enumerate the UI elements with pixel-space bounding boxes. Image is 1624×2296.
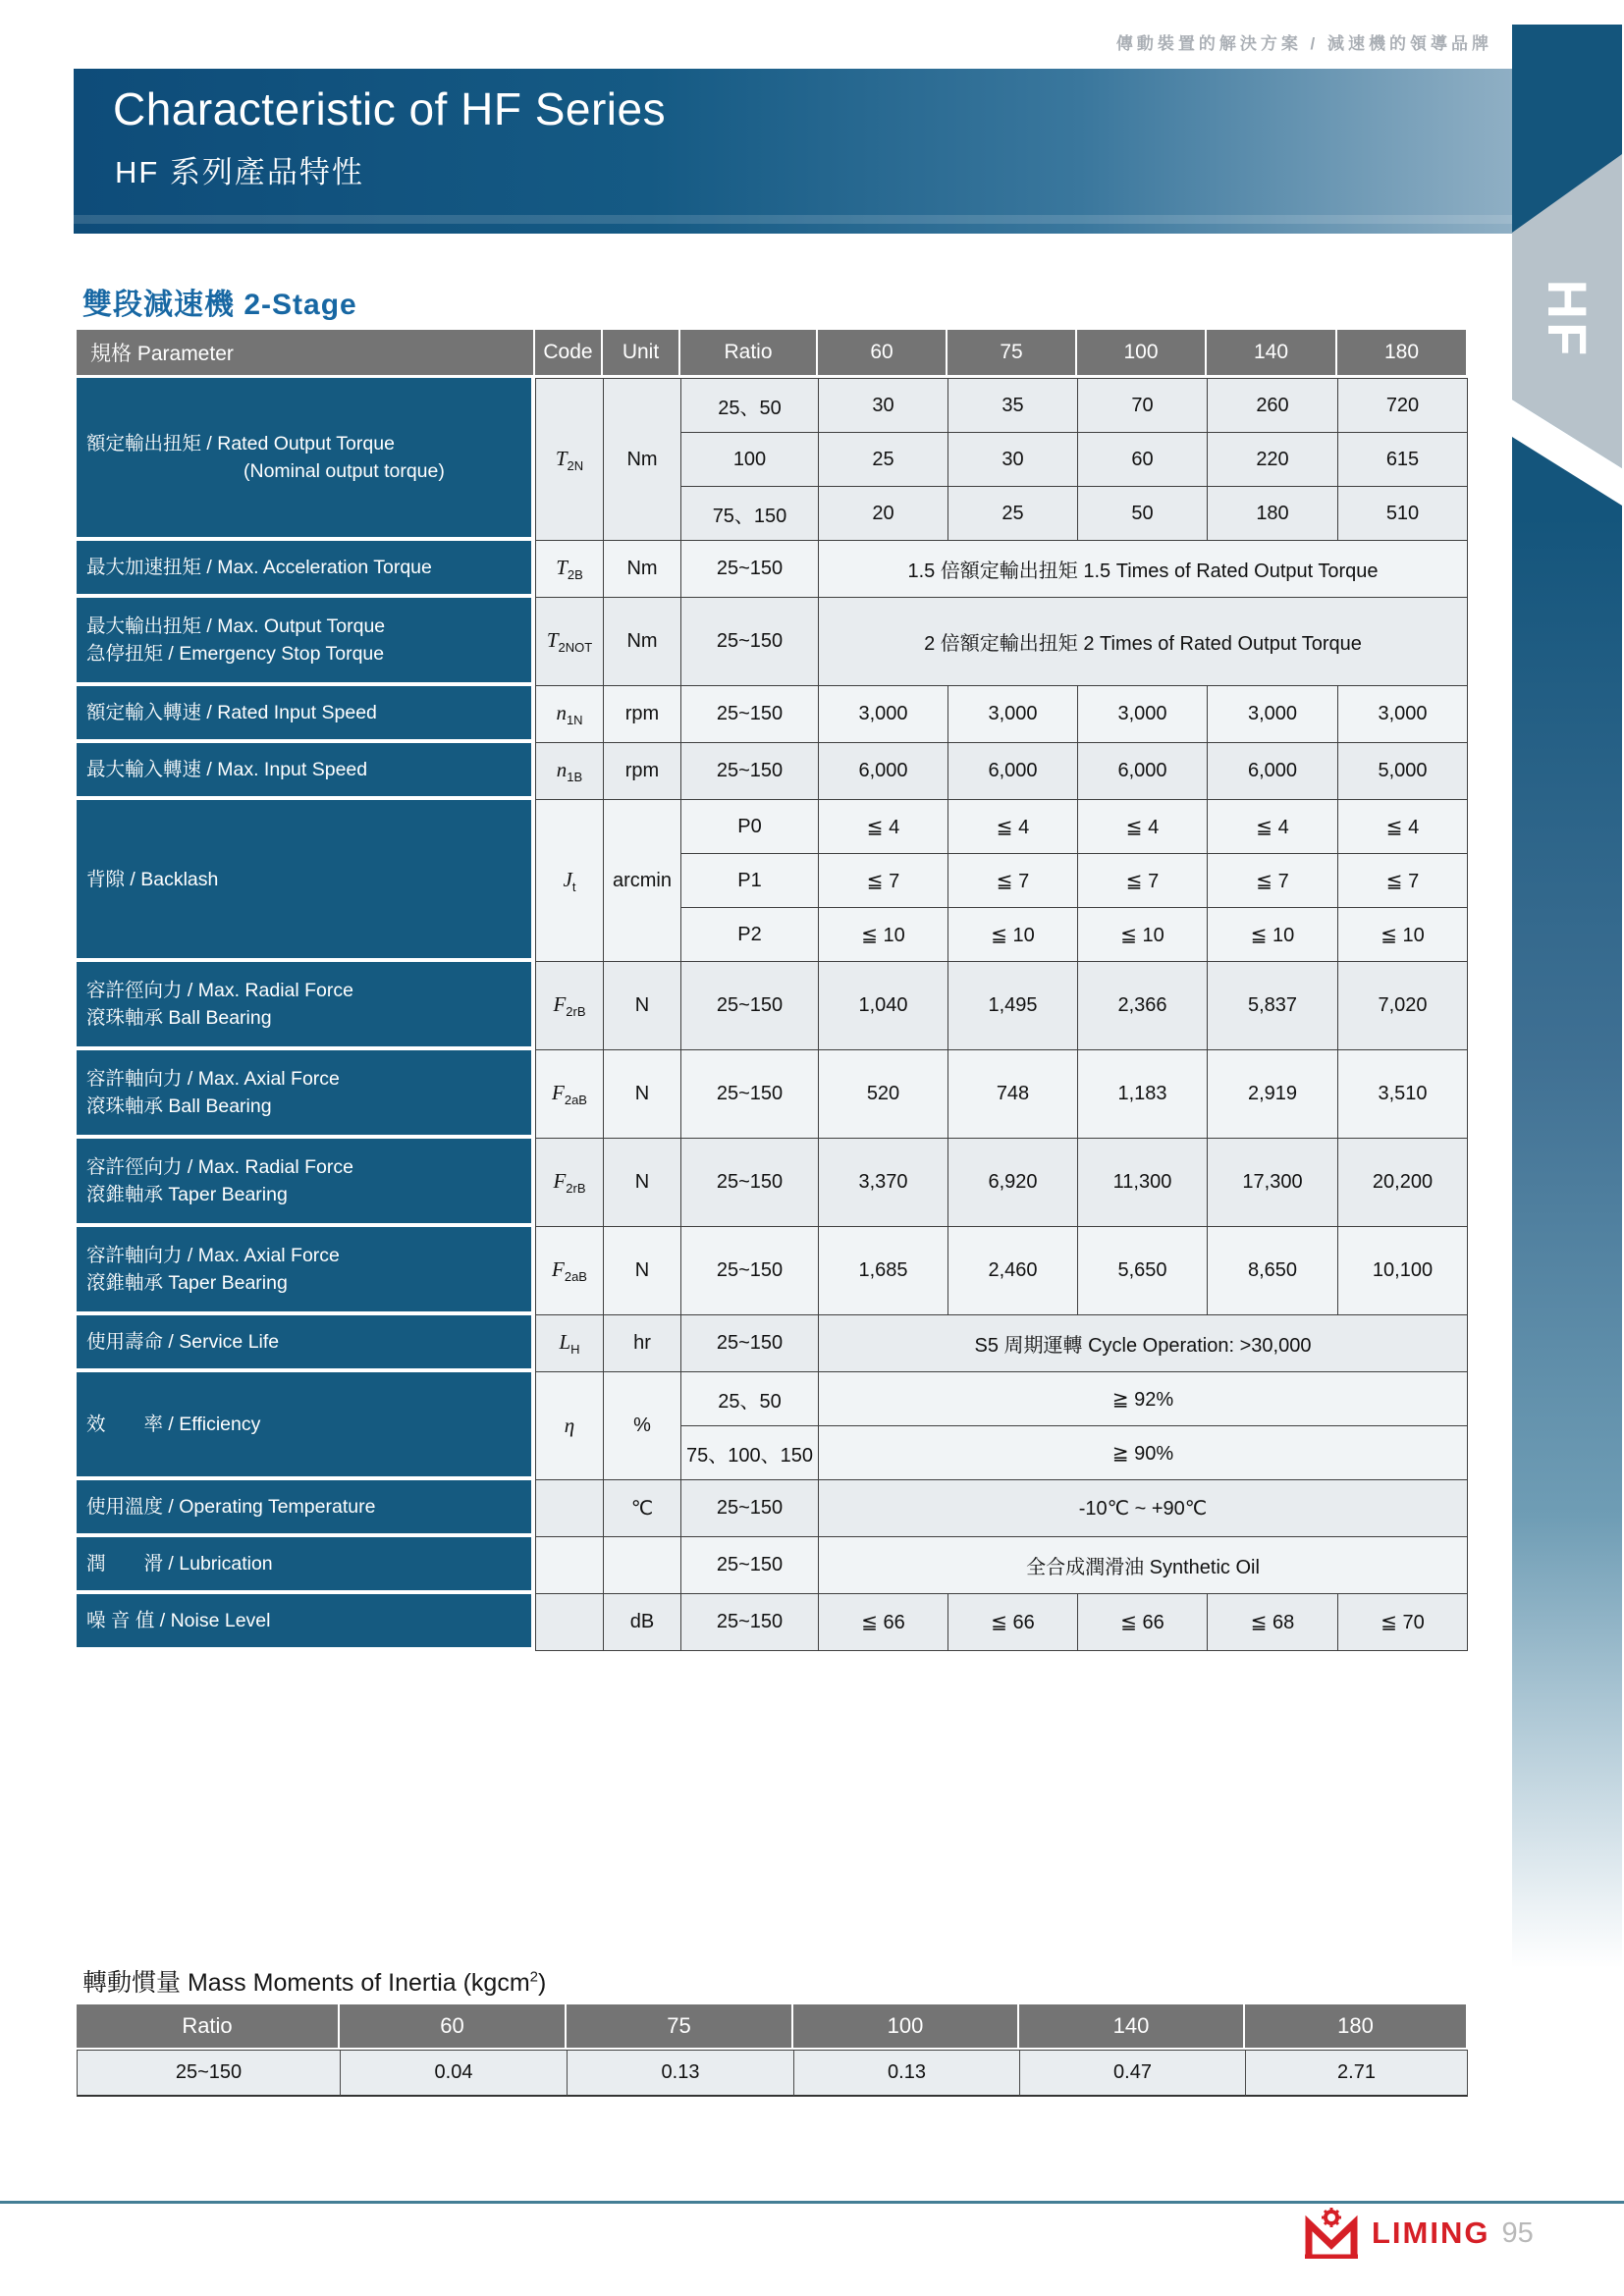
section-title: 雙段減速機 2-Stage bbox=[82, 289, 357, 321]
data-cell: ≦ 10 bbox=[1207, 908, 1337, 962]
data-cell: 20 bbox=[818, 487, 947, 541]
span-cell: 2 倍額定輸出扭矩 2 Times of Rated Output Torque bbox=[818, 598, 1468, 686]
ratio-cell: 25~150 bbox=[680, 743, 818, 800]
table-row bbox=[77, 686, 1468, 743]
span-cell: S5 周期運轉 Cycle Operation: >30,000 bbox=[818, 1315, 1468, 1372]
data-cell: 0.47 bbox=[1019, 2050, 1245, 2097]
data-cell: 260 bbox=[1207, 378, 1337, 433]
unit-cell: Nm bbox=[603, 598, 680, 686]
column-header: 180 bbox=[1337, 330, 1468, 378]
unit-cell: arcmin bbox=[603, 800, 680, 962]
unit-cell: Nm bbox=[603, 541, 680, 598]
data-cell: 1,040 bbox=[818, 962, 947, 1050]
data-cell: 2,919 bbox=[1207, 1050, 1337, 1139]
data-cell: 510 bbox=[1337, 487, 1468, 541]
footer-divider bbox=[0, 2201, 1624, 2204]
data-cell: 25~150 bbox=[77, 2050, 340, 2097]
data-cell: 17,300 bbox=[1207, 1139, 1337, 1227]
data-cell: 720 bbox=[1337, 378, 1468, 433]
data-cell: 5,650 bbox=[1077, 1227, 1207, 1315]
data-cell: ≦ 10 bbox=[818, 908, 947, 962]
mass-title-close: ) bbox=[538, 1969, 547, 1997]
column-header: Code bbox=[535, 330, 603, 378]
footer-brand: LIMING bbox=[1372, 2216, 1490, 2250]
unit-cell: ℃ bbox=[603, 1480, 680, 1537]
param-cell: 容許軸向力 / Max. Axial Force 滾錐軸承 Taper Bearing bbox=[77, 1227, 535, 1315]
ratio-cell: P1 bbox=[680, 854, 818, 908]
gear-icon bbox=[1322, 2208, 1341, 2227]
data-cell: 1,183 bbox=[1077, 1050, 1207, 1139]
data-cell: 10,100 bbox=[1337, 1227, 1468, 1315]
code-cell: $T_{2N}$ bbox=[535, 378, 603, 541]
table-row bbox=[77, 962, 1468, 1050]
data-cell: 30 bbox=[818, 378, 947, 433]
data-cell: 1,685 bbox=[818, 1227, 947, 1315]
column-header: 100 bbox=[1077, 330, 1207, 378]
param-cell: 使用溫度 / Operating Temperature bbox=[77, 1480, 535, 1537]
data-cell: ≦ 10 bbox=[1337, 908, 1468, 962]
data-cell: 11,300 bbox=[1077, 1139, 1207, 1227]
param-cell: 背隙 / Backlash bbox=[77, 800, 535, 962]
data-cell: 3,000 bbox=[1337, 686, 1468, 743]
data-cell: 3,000 bbox=[818, 686, 947, 743]
table-row bbox=[77, 1537, 1468, 1594]
param-cell: 容許軸向力 / Max. Axial Force 滾珠軸承 Ball Bearing bbox=[77, 1050, 535, 1139]
data-cell: ≦ 4 bbox=[1207, 800, 1337, 854]
data-cell: 6,000 bbox=[1207, 743, 1337, 800]
data-cell: 748 bbox=[947, 1050, 1077, 1139]
column-header: 140 bbox=[1019, 2004, 1245, 2050]
ratio-cell: 25、50 bbox=[680, 378, 818, 433]
table-row bbox=[77, 541, 1468, 598]
table-row bbox=[77, 1315, 1468, 1372]
ratio-cell: 25~150 bbox=[680, 962, 818, 1050]
table-row bbox=[77, 378, 1468, 433]
data-cell: 35 bbox=[947, 378, 1077, 433]
data-cell: ≦ 68 bbox=[1207, 1594, 1337, 1651]
mass-title-text: 轉動慣量 Mass Moments of Inertia (kgcm bbox=[82, 1969, 530, 1997]
table-row bbox=[77, 1050, 1468, 1139]
column-header: 75 bbox=[947, 330, 1077, 378]
code-cell: $F_{2rB}$ bbox=[535, 962, 603, 1050]
data-cell: ≦ 66 bbox=[818, 1594, 947, 1651]
unit-cell: N bbox=[603, 1139, 680, 1227]
ratio-cell: 25~150 bbox=[680, 598, 818, 686]
span-cell: 1.5 倍額定輸出扭矩 1.5 Times of Rated Output Torque bbox=[818, 541, 1468, 598]
ratio-cell: 25~150 bbox=[680, 1315, 818, 1372]
ratio-cell: 25~150 bbox=[680, 686, 818, 743]
data-cell: 615 bbox=[1337, 433, 1468, 487]
param-cell: 最大輸入轉速 / Max. Input Speed bbox=[77, 743, 535, 800]
table-row bbox=[77, 800, 1468, 854]
column-header: Ratio bbox=[77, 2004, 340, 2050]
span-cell: ≧ 92% bbox=[818, 1372, 1468, 1426]
data-cell: 20,200 bbox=[1337, 1139, 1468, 1227]
code-cell bbox=[535, 1537, 603, 1594]
param-cell: 使用壽命 / Service Life bbox=[77, 1315, 535, 1372]
data-cell: 1,495 bbox=[947, 962, 1077, 1050]
side-tab-label: HF bbox=[1537, 279, 1598, 359]
param-cell: 噪 音 值 / Noise Level bbox=[77, 1594, 535, 1651]
code-cell: $F_{2rB}$ bbox=[535, 1139, 603, 1227]
data-cell: 6,000 bbox=[818, 743, 947, 800]
main-table-header-row bbox=[77, 330, 1468, 378]
span-cell: 全合成潤滑油 Synthetic Oil bbox=[818, 1537, 1468, 1594]
data-cell: ≦ 70 bbox=[1337, 1594, 1468, 1651]
table-row bbox=[77, 598, 1468, 686]
data-cell: 3,000 bbox=[1207, 686, 1337, 743]
data-cell: ≦ 7 bbox=[947, 854, 1077, 908]
side-tab bbox=[1512, 25, 1622, 2022]
data-cell: 30 bbox=[947, 433, 1077, 487]
main-table-wrap bbox=[77, 330, 1468, 1651]
data-cell: 60 bbox=[1077, 433, 1207, 487]
ratio-cell: P2 bbox=[680, 908, 818, 962]
data-cell: ≦ 66 bbox=[1077, 1594, 1207, 1651]
data-cell: 0.13 bbox=[567, 2050, 793, 2097]
param-cell: 容許徑向力 / Max. Radial Force 滾錐軸承 Taper Bearing bbox=[77, 1139, 535, 1227]
data-cell: 7,020 bbox=[1337, 962, 1468, 1050]
data-cell: ≦ 4 bbox=[1077, 800, 1207, 854]
ratio-cell: P0 bbox=[680, 800, 818, 854]
column-header: 60 bbox=[818, 330, 947, 378]
column-header: 180 bbox=[1245, 2004, 1468, 2050]
data-cell: ≦ 7 bbox=[818, 854, 947, 908]
span-cell: ≧ 90% bbox=[818, 1426, 1468, 1480]
column-header: 140 bbox=[1207, 330, 1337, 378]
table-row bbox=[77, 2050, 1468, 2097]
span-cell: -10℃ ~ +90℃ bbox=[818, 1480, 1468, 1537]
unit-cell: Nm bbox=[603, 378, 680, 541]
column-header: 規格 Parameter bbox=[77, 330, 535, 378]
column-header: 100 bbox=[793, 2004, 1019, 2050]
table-row bbox=[77, 1594, 1468, 1651]
data-cell: 25 bbox=[947, 487, 1077, 541]
unit-cell: hr bbox=[603, 1315, 680, 1372]
column-header: Unit bbox=[603, 330, 680, 378]
table-row bbox=[77, 1372, 1468, 1426]
page-subtitle: HF 系列產品特性 bbox=[115, 155, 364, 189]
data-cell: ≦ 4 bbox=[1337, 800, 1468, 854]
data-cell: 5,000 bbox=[1337, 743, 1468, 800]
param-cell: 額定輸入轉速 / Rated Input Speed bbox=[77, 686, 535, 743]
data-cell: ≦ 10 bbox=[1077, 908, 1207, 962]
data-cell: ≦ 66 bbox=[947, 1594, 1077, 1651]
unit-cell: rpm bbox=[603, 686, 680, 743]
data-cell: 6,000 bbox=[1077, 743, 1207, 800]
ratio-cell: 100 bbox=[680, 433, 818, 487]
ratio-cell: 25~150 bbox=[680, 1050, 818, 1139]
ratio-cell: 75、100、150 bbox=[680, 1426, 818, 1480]
data-cell: ≦ 7 bbox=[1207, 854, 1337, 908]
main-table-body bbox=[77, 378, 1468, 1651]
data-cell: 3,370 bbox=[818, 1139, 947, 1227]
mass-table-header-row bbox=[77, 2004, 1468, 2050]
footer bbox=[1301, 2209, 1534, 2258]
data-cell: 6,000 bbox=[947, 743, 1077, 800]
param-cell: 最大加速扭矩 / Max. Acceleration Torque bbox=[77, 541, 535, 598]
param-cell: 容許徑向力 / Max. Radial Force 滾珠軸承 Ball Bearing bbox=[77, 962, 535, 1050]
unit-cell: dB bbox=[603, 1594, 680, 1651]
data-cell: 0.13 bbox=[793, 2050, 1019, 2097]
code-cell bbox=[535, 1594, 603, 1651]
unit-cell: N bbox=[603, 1227, 680, 1315]
data-cell: 2,366 bbox=[1077, 962, 1207, 1050]
param-cell: 額定輸出扭矩 / Rated Output Torque (Nominal output torque) bbox=[77, 378, 535, 541]
data-cell: ≦ 4 bbox=[947, 800, 1077, 854]
table-row bbox=[77, 743, 1468, 800]
code-cell bbox=[535, 1480, 603, 1537]
code-cell: $n_{1N}$ bbox=[535, 686, 603, 743]
code-cell: $n_{1B}$ bbox=[535, 743, 603, 800]
mass-table-wrap bbox=[77, 2004, 1468, 2097]
data-cell: 3,000 bbox=[1077, 686, 1207, 743]
ratio-cell: 25~150 bbox=[680, 1139, 818, 1227]
data-cell: 2,460 bbox=[947, 1227, 1077, 1315]
column-header: 60 bbox=[340, 2004, 567, 2050]
data-cell: ≦ 7 bbox=[1077, 854, 1207, 908]
mass-table-body bbox=[77, 2050, 1468, 2097]
data-cell: 3,000 bbox=[947, 686, 1077, 743]
data-cell: 520 bbox=[818, 1050, 947, 1139]
data-cell: 2.71 bbox=[1245, 2050, 1468, 2097]
param-cell: 最大輸出扭矩 / Max. Output Torque 急停扭矩 / Emergency Stop Torque bbox=[77, 598, 535, 686]
table-row bbox=[77, 1139, 1468, 1227]
ratio-cell: 25~150 bbox=[680, 541, 818, 598]
mass-table bbox=[77, 2004, 1468, 2097]
table-row bbox=[77, 1227, 1468, 1315]
code-cell: $T_{2NOT}$ bbox=[535, 598, 603, 686]
code-cell: $F_{2aB}$ bbox=[535, 1227, 603, 1315]
table-row bbox=[77, 1480, 1468, 1537]
unit-cell bbox=[603, 1537, 680, 1594]
column-header: Ratio bbox=[680, 330, 818, 378]
top-brand-line: 傳動裝置的解決方案 / 減速機的領導品牌 bbox=[1115, 34, 1492, 53]
code-cell: η bbox=[535, 1372, 603, 1480]
ratio-cell: 25、50 bbox=[680, 1372, 818, 1426]
data-cell: 3,510 bbox=[1337, 1050, 1468, 1139]
header-band bbox=[74, 69, 1512, 234]
mass-title-sup: 2 bbox=[529, 1968, 538, 1986]
data-cell: ≦ 10 bbox=[947, 908, 1077, 962]
code-cell: $L_H$ bbox=[535, 1315, 603, 1372]
unit-cell: N bbox=[603, 962, 680, 1050]
page-title: Characteristic of HF Series bbox=[113, 83, 667, 134]
data-cell: 8,650 bbox=[1207, 1227, 1337, 1315]
param-cell: 潤 滑 / Lubrication bbox=[77, 1537, 535, 1594]
param-cell: 效 率 / Efficiency bbox=[77, 1372, 535, 1480]
data-cell: ≦ 4 bbox=[818, 800, 947, 854]
unit-cell: N bbox=[603, 1050, 680, 1139]
unit-cell: rpm bbox=[603, 743, 680, 800]
ratio-cell: 25~150 bbox=[680, 1227, 818, 1315]
code-cell: $F_{2aB}$ bbox=[535, 1050, 603, 1139]
data-cell: 180 bbox=[1207, 487, 1337, 541]
code-cell: $J_t$ bbox=[535, 800, 603, 962]
ratio-cell: 25~150 bbox=[680, 1537, 818, 1594]
ratio-cell: 25~150 bbox=[680, 1594, 818, 1651]
data-cell: 25 bbox=[818, 433, 947, 487]
data-cell: 6,920 bbox=[947, 1139, 1077, 1227]
data-cell: 0.04 bbox=[340, 2050, 567, 2097]
column-header: 75 bbox=[567, 2004, 793, 2050]
data-cell: ≦ 7 bbox=[1337, 854, 1468, 908]
data-cell: 50 bbox=[1077, 487, 1207, 541]
data-cell: 220 bbox=[1207, 433, 1337, 487]
unit-cell: % bbox=[603, 1372, 680, 1480]
ratio-cell: 75、150 bbox=[680, 487, 818, 541]
main-table bbox=[77, 330, 1468, 1651]
mass-section-title bbox=[82, 1963, 546, 1999]
data-cell: 5,837 bbox=[1207, 962, 1337, 1050]
liming-logo-icon bbox=[1301, 2208, 1362, 2259]
data-cell: 70 bbox=[1077, 378, 1207, 433]
ratio-cell: 25~150 bbox=[680, 1480, 818, 1537]
code-cell: $T_{2B}$ bbox=[535, 541, 603, 598]
page-number: 95 bbox=[1501, 2216, 1534, 2249]
